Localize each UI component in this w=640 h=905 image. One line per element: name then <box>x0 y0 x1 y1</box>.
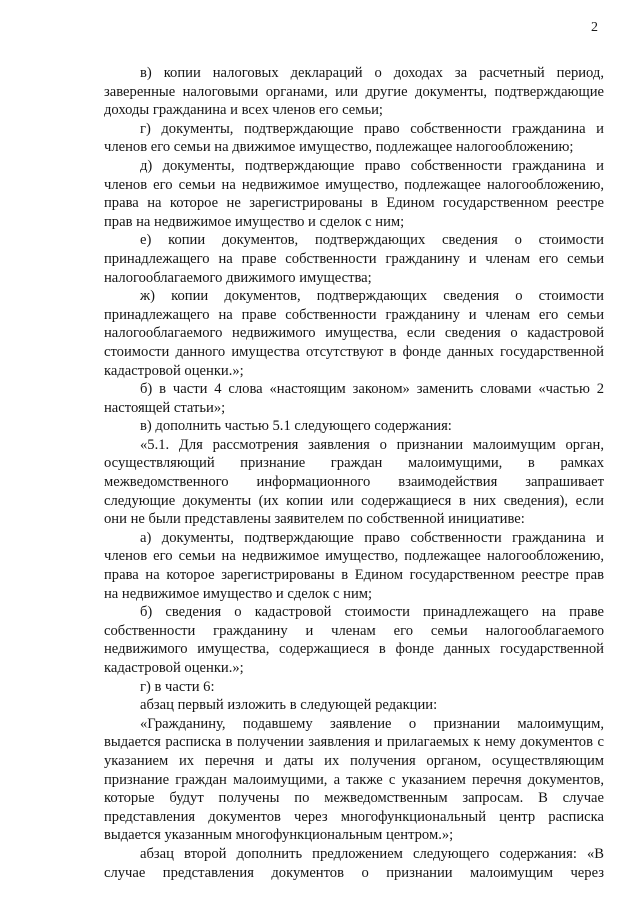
page-number: 2 <box>591 20 598 35</box>
text-line: прав на недвижимое имущество и сделок с ним; <box>104 213 405 230</box>
text-line: е) копии документов, подтверждающих сведения о стоимости <box>140 232 604 249</box>
text-line: следующие документы (их копии или содержащиеся в них сведения), если <box>104 492 604 509</box>
text-line: представления документов через многофункциональный центр расписка <box>104 808 604 825</box>
text-line: а) документы, подтверждающие право собственности гражданина и <box>140 529 604 546</box>
text-line: которые будут получены по межведомственным запросам. В случае <box>104 790 604 807</box>
text-line: признание граждан малоимущими, а также с указанием перечня документов, <box>104 771 604 788</box>
text-line: в) копии налоговых деклараций о доходах за расчетный период, <box>140 65 604 81</box>
text-line: налогооблагаемого движимого имущества; <box>104 269 372 286</box>
text-line: заверенные налоговыми органами, или другие документы, подтверждающие <box>104 83 604 100</box>
text-line: настоящей статьи»; <box>104 399 226 416</box>
text-line: межведомственного информационного взаимодействия запрашивает <box>104 474 604 491</box>
text-line: принадлежащего на праве собственности гражданину и членам его семьи <box>104 250 604 267</box>
text-line: стоимости данного имущества отсутствуют в фонде данных государственной <box>104 343 604 360</box>
document-body <box>104 64 604 882</box>
text-line: кадастровой оценки.»; <box>104 362 244 379</box>
text-line: членов его семьи на движимое имущество, подлежащее налогообложению; <box>104 139 574 156</box>
text-line: доходы гражданина и всех членов его семьи; <box>104 102 383 119</box>
text-line: б) сведения о кадастровой стоимости принадлежащего на праве <box>140 604 604 621</box>
text-line: права на которое не зарегистрированы в Едином государственном реестре <box>104 195 604 212</box>
text-line: недвижимого имущества, содержащиеся в фонде данных государственной <box>104 641 604 658</box>
text-line: они не были представлены заявителем по собственной инициативе: <box>104 511 525 528</box>
text-line: принадлежащего на праве собственности гражданину и членам его семьи <box>104 306 604 323</box>
text-line: выдается указанным многофункциональным центром.»; <box>104 827 454 844</box>
text-line: кадастровой оценки.»; <box>104 660 244 676</box>
text-line: б) в части 4 слова «настоящим законом» заменить словами «частью 2 <box>140 381 604 398</box>
text-line: абзац второй дополнить предложением следующего содержания: «В <box>140 845 604 862</box>
text-line: д) документы, подтверждающие право собственности гражданина и <box>140 157 604 174</box>
text-line: случае представления документов о признании малоимущим через <box>104 864 604 881</box>
text-line: членов его семьи на недвижимое имущество, подлежащее налогообложению, <box>104 176 604 193</box>
text-line: «Гражданину, подавшему заявление о признании малоимущим, <box>140 715 604 732</box>
text-line: права на которое зарегистрированы в Едином государственном реестре прав <box>104 567 604 584</box>
text-line: выдается расписка в получении заявления и прилагаемых к нему документов с <box>104 734 604 751</box>
text-line: «5.1. Для рассмотрения заявления о признании малоимущим орган, <box>140 436 604 453</box>
text-line: собственности гражданину и членам его семьи налогооблагаемого <box>104 622 604 639</box>
text-line: членов его семьи на недвижимое имущество, подлежащее налогообложению, <box>104 548 604 565</box>
text-line: на недвижимое имущество и сделок с ним; <box>104 585 373 602</box>
text-line: указанием их перечня и даты их получения органом, осуществляющим <box>104 752 604 769</box>
text-line: г) в части 6: <box>140 678 215 695</box>
text-line: налогооблагаемого недвижимого имущества, если сведения о кадастровой <box>104 325 604 342</box>
text-line: абзац первый изложить в следующей редакции: <box>140 697 438 714</box>
text-line: осуществляющий признание граждан малоимущими, в рамках <box>104 455 604 472</box>
text-line: ж) копии документов, подтверждающих сведения о стоимости <box>140 288 604 305</box>
text-line: в) дополнить частью 5.1 следующего содержания: <box>140 418 452 435</box>
text-line: г) документы, подтверждающие право собственности гражданина и <box>140 120 604 137</box>
